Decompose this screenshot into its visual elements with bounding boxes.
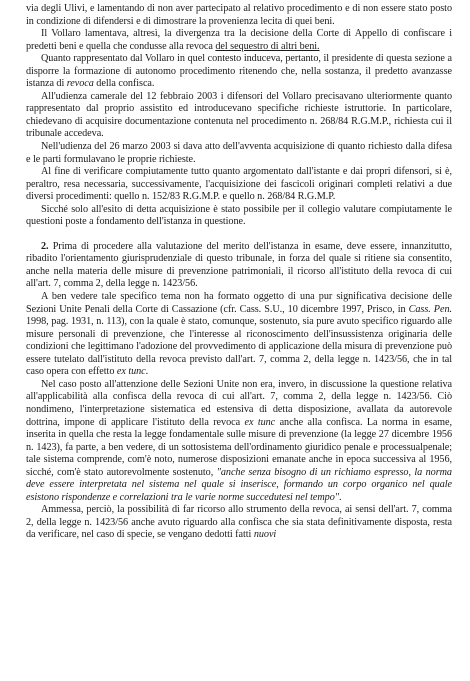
paragraph-6 xyxy=(26,166,452,204)
paragraph-10-text-end: . xyxy=(338,491,342,503)
section-number: 2. xyxy=(41,240,49,252)
section-gap xyxy=(26,229,452,241)
paragraph-3-italic: revoca xyxy=(66,78,94,90)
paragraph-3-text-end: della confisca. xyxy=(93,78,155,90)
paragraph-10-text-2: anche alla confisca. La norma in esame, inserita in quella che resta la legge fondamentale sulle misure di prevenzione (la legge 27 dicembre 1956 n. 1423), fa parte, a ben vedere, di un sottosistema dell'ordinamento giuridico penale e processualpenale; tale sistema comprende, com'è noto, numerose disposizioni emanate anche in epoca successiva al 1956, sicché, com'è stato autorevolmente sostenuto, xyxy=(26,416,453,478)
paragraph-11-italic: nuovi xyxy=(253,529,277,541)
paragraph-9-italic-latin: ex tunc xyxy=(116,366,146,378)
paragraph-5 xyxy=(26,141,452,166)
paragraph-4 xyxy=(26,91,452,141)
paragraph-10-italic-latin: ex tunc xyxy=(244,416,276,428)
paragraph-1-text: via degli Ulivi, e lamentando di non aver partecipato al relativo procedimento e di non essere stato posto in condizione di difendersi e di dimostrare la provenienza lecita di quei beni. xyxy=(26,3,452,27)
paragraph-2-text: Il Vollaro lamentava, altresì, la divergenza tra la decisione della Corte di Appello di confiscare i predetti beni e quella che condusse alla revoca xyxy=(26,28,452,52)
paragraph-11-text: Ammessa, perciò, la possibilità di far ricorso allo strumento della revoca, ai sensi dell'art. 7, comma 2, della legge n. 1423/56 anche avuto riguardo alla confisca che sia stata definitivamente disposta, resta da verificare, nel caso di specie, se vengano dedotti fatti xyxy=(26,504,452,541)
paragraph-5-text: Nell'udienza del 26 marzo 2003 si dava atto dell'avventa acquisizione di quanto richiesto dalla difesa e le parti formulavano le proprie richieste. xyxy=(26,141,452,165)
paragraph-9 xyxy=(26,291,452,379)
paragraph-2 xyxy=(26,28,452,53)
paragraph-10 xyxy=(26,379,452,504)
paragraph-10-text: Nel caso posto all'attenzione delle Sezioni Unite non era, invero, in discussione la questione relativa all'applicabilità alla confisca della revoca di cui all'art. 7, comma 2, della legge n. 1423/56. Ciò nondimeno, l'interpretazione sistematica ed estensiva di detta disposizione, avallata da autorevole dottrina, impone di applicare l'istituto della revoca xyxy=(26,378,452,428)
paragraph-9-text-end: . xyxy=(145,366,149,378)
paragraph-7-text: Sicché solo all'esito di detta acquisizione è stato possibile per il collegio valutare compiutamente le questioni poste a fondamento dell'istanza in questione. xyxy=(26,203,452,228)
paragraph-8-text: Prima di procedere alla valutazione del merito dell'istanza in esame, deve essere, innanzitutto, ribadito l'orientamento giurisprudenziale di questo tribunale, in forza del quale si ritiene sia consentito, anche nella materia delle misure di prevenzione patrimoniali, il ricorso all'istituto della revoca di cui all'art. 7, comma 2, della legge n. 1423/56. xyxy=(26,240,452,290)
paragraph-9-italic-journal: Cass. Pen. xyxy=(408,303,452,315)
paragraph-3-text: Quanto rappresentato dal Vollaro in quel contesto induceva, pertanto, il presidente di questa sezione a disporre la formazione di autonomo procedimento ritenendo che, nella sostanza, il predetto avanzasse istanza di xyxy=(26,53,452,90)
paragraph-7 xyxy=(26,204,452,229)
paragraph-1 xyxy=(26,3,452,28)
paragraph-8 xyxy=(26,241,452,291)
paragraph-6-text: Al fine di verificare compiutamente tutto quanto argomentato dall'istante e dai propri difensori, si è, peraltro, resa necessaria, successivamente, l'acquisizione dei fascicoli originari completi relativi a due diversi procedimenti: quello n. 152/83 R.G.M.P. e quello n. 268/84 R.G.M.P. xyxy=(26,166,452,203)
paragraph-4-text: All'udienza camerale del 12 febbraio 2003 i difensori del Vollaro precisavano ulteriormente quanto rappresentato dal proprio assistito ed introducevano specifiche richieste istruttorie. In particolare, chiedevano di acquisire documentazione contenuta nel procedimento n. 268/84 R.G.M.P., richiesta cui il tribunale accedeva. xyxy=(26,90,452,140)
paragraph-3 xyxy=(26,53,452,91)
paragraph-11 xyxy=(26,504,452,542)
paragraph-2-underlined-text: del sequestro di altri beni. xyxy=(215,40,320,52)
paragraph-10-italic-quote: "anche senza bisogno di un richiamo espresso, la norma deve essere interpretata nel sistema nel quale si inserisce, formando un corpo organico nel quale esistono rispondenze e correlazioni tra le varie norme succedutesi nel tempo" xyxy=(26,466,452,503)
paragraph-9-text-2: 1998, pag. 1931, n. 113), con la quale è stato, comunque, sostenuto, sia pure avuto specifico riguardo alle misure personali di prevenzione, che l'interesse al riconoscimento dell'insussistenza originaria delle condizioni che legittimano l'adozione del provvedimento di applicazione della misura di prevenzione può essere tutelato dall'istituto della revoca previsto dall'art. 7, comma 2, della legge n. 1423/56, che in tal caso opera con effetto xyxy=(26,316,452,378)
paragraph-9-text: A ben vedere tale specifico tema non ha formato oggetto di una pur significativa decisione delle Sezioni Unite Penali della Corte di Cassazione (cfr. Cass. S.U., 10 dicembre 1997, Prisco, in xyxy=(26,291,452,315)
